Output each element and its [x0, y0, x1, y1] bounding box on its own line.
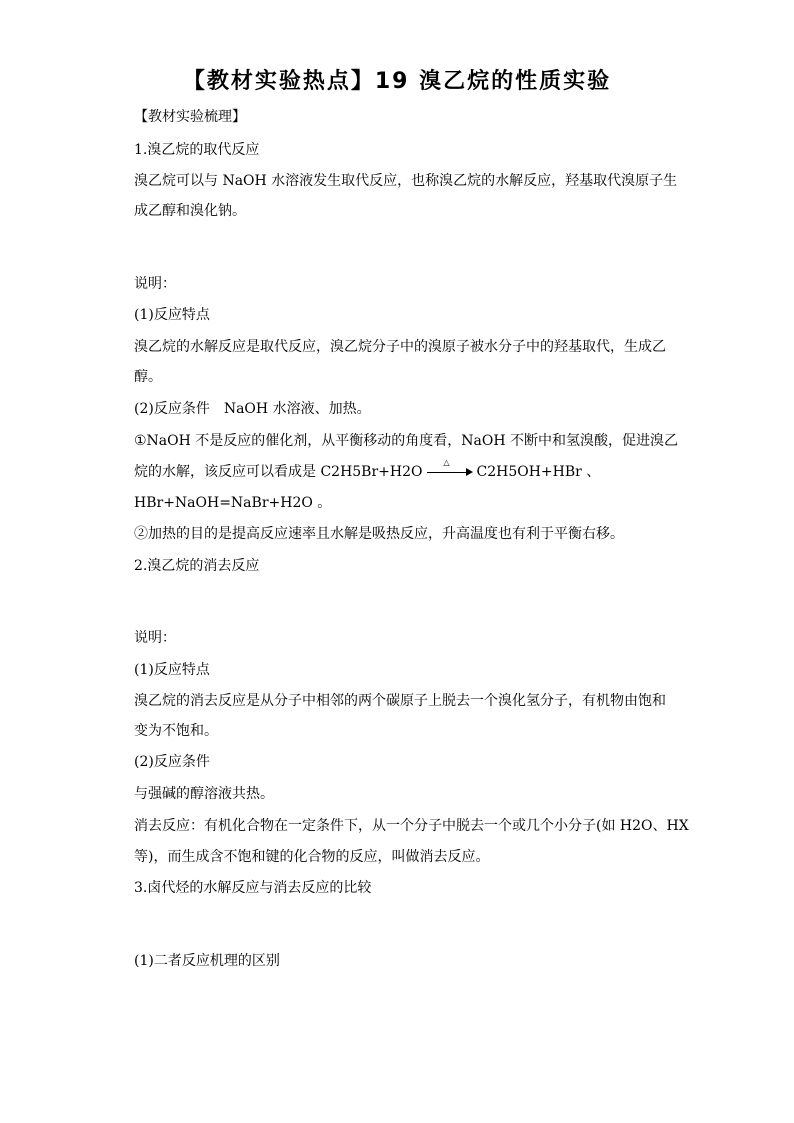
heading-elimination: 2.溴乙烷的消去反应: [134, 558, 260, 574]
subheading: (2)反应条件: [134, 754, 210, 770]
paragraph-line: 溴乙烷的水解反应是取代反应，溴乙烷分子中的溴原子被水分子中的羟基取代，生成乙: [134, 339, 666, 355]
equation-line: HBr+NaOH=NaBr+H2O 。: [134, 495, 332, 511]
paragraph-line: ②加热的目的是提高反应速率且水解是吸热反应，升高温度也有利于平衡右移。: [134, 526, 624, 542]
paragraph-line: 与强碱的醇溶液共热。: [134, 786, 274, 802]
paragraph-line: 溴乙烷的消去反应是从分子中相邻的两个碳原子上脱去一个溴化氢分子，有机物由饱和: [134, 693, 666, 709]
equation-suffix: C2H5OH+HBr 、: [476, 464, 601, 480]
section-header: 【教材实验梳理】: [134, 109, 246, 125]
subheading: (2)反应条件 NaOH 水溶液、加热。: [134, 401, 371, 417]
subheading: (1)二者反应机理的区别: [134, 953, 280, 969]
equation-prefix: 烷的水解，该反应可以看成是 C2H5Br+H2O: [134, 464, 423, 480]
paragraph-line: ①NaOH 不是反应的催化剂，从平衡移动的角度看，NaOH 不断中和氢溴酸，促进溴乙: [134, 433, 679, 449]
note-label: 说明：: [134, 630, 176, 646]
reaction-arrow-icon: [427, 458, 473, 478]
note-label: 说明：: [134, 276, 176, 292]
subheading: (1)反应特点: [134, 662, 210, 678]
subheading: (1)反应特点: [134, 307, 210, 323]
heading-comparison: 3.卤代烃的水解反应与消去反应的比较: [134, 880, 372, 896]
paragraph-line: 成乙醇和溴化钠。: [134, 203, 246, 219]
paragraph-line: 醇。: [134, 369, 162, 385]
heat-condition: △: [443, 458, 450, 467]
paragraph-line: 消去反应：有机化合物在一定条件下，从一个分子中脱去一个或几个小分子(如 H2O、HX: [134, 818, 689, 834]
paragraph-line: 等)，而生成含不饱和键的化合物的反应，叫做消去反应。: [134, 849, 490, 865]
paragraph-line: 溴乙烷可以与 NaOH 水溶液发生取代反应，也称溴乙烷的水解反应，羟基取代溴原子生: [134, 173, 678, 189]
paragraph-line: 变为不饱和。: [134, 723, 218, 739]
document-title: 【教材实验热点】19 溴乙烷的性质实验: [182, 69, 612, 94]
equation-line: [134, 458, 601, 482]
heading-substitution: 1.溴乙烷的取代反应: [134, 142, 260, 158]
